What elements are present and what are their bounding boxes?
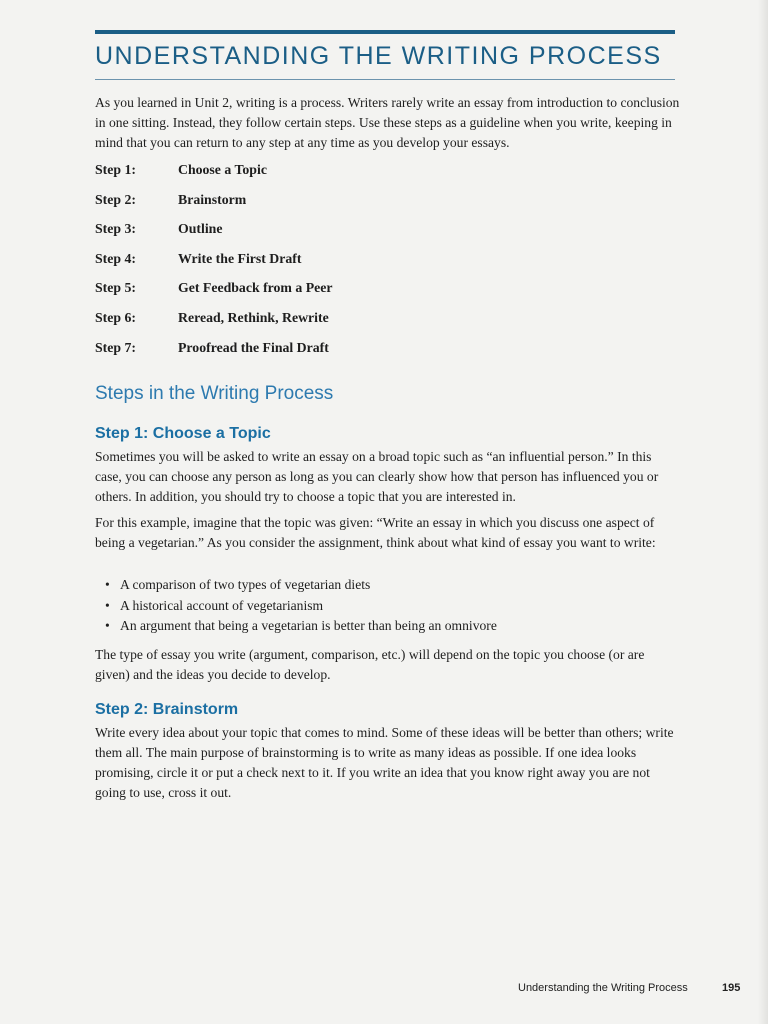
- step1-paragraph-2: For this example, imagine that the topic was given: “Write an essay in which you discuss one aspect of being a vegetarian.” As you consider the assignment, think about what kind of essay you want to write:: [95, 515, 656, 550]
- step-list-item: [95, 219, 655, 249]
- bullet-item: [105, 616, 665, 637]
- step-list-item: [95, 308, 655, 338]
- step-name: Proofread the Final Draft: [178, 339, 329, 355]
- bullet-dot-icon: •: [105, 577, 110, 592]
- section-heading: Steps in the Writing Process: [95, 383, 334, 404]
- bullet-dot-icon: •: [105, 618, 110, 633]
- step-name: Reread, Rethink, Rewrite: [178, 309, 329, 325]
- step-number: Step 6:: [95, 309, 137, 325]
- step1-paragraph-3: The type of essay you write (argument, comparison, etc.) will depend on the topic you choose (or are given) and the ideas you decide to develop.: [95, 647, 645, 682]
- step2-heading: Step 2: Brainstorm: [95, 701, 239, 718]
- bullet-item: [105, 575, 665, 596]
- top-rule: [95, 30, 675, 34]
- intro-paragraph: As you learned in Unit 2, writing is a process. Writers rarely write an essay from introduction to conclusion in one sitting. Instead, they follow certain steps. Use these steps as a guideline when you write, keeping in mind that you can return to any step at any time as you develop your essays.: [95, 95, 680, 150]
- page-edge-shadow: [758, 0, 768, 1024]
- step-list-item: [95, 278, 655, 308]
- page-title: UNDERSTANDING THE WRITING PROCESS: [95, 42, 662, 70]
- step-number: Step 5:: [95, 280, 137, 296]
- step1-heading: Step 1: Choose a Topic: [95, 425, 271, 442]
- step-list-item: [95, 249, 655, 279]
- essay-type-bullets: [105, 575, 665, 637]
- steps-list: [95, 160, 655, 367]
- step-number: Step 4:: [95, 250, 137, 266]
- page-number: 195: [722, 982, 741, 994]
- title-rule: [95, 79, 675, 80]
- step-number: Step 3:: [95, 221, 137, 237]
- step-list-item: [95, 338, 655, 368]
- step2-paragraph-1: Write every idea about your topic that comes to mind. Some of these ideas will be better than others; write them all. The main purpose of brainstorming is to write as many ideas as possible. If one idea looks promising, circle it or put a check next to it. If you write an idea that you know right away you are not going to use, cross it out.: [95, 725, 674, 800]
- step-number: Step 1:: [95, 162, 137, 177]
- bullet-text: An argument that being a vegetarian is better than being an omnivore: [120, 618, 497, 633]
- footer-running-title: Understanding the Writing Process: [518, 982, 688, 994]
- bullet-text: A comparison of two types of vegetarian diets: [120, 577, 371, 592]
- step1-paragraph-1: Sometimes you will be asked to write an essay on a broad topic such as “an influential person.” In this case, you can choose any person as long as you can clearly show how that person has influenced you or others. In addition, you should try to choose a topic that you are interested in.: [95, 449, 659, 504]
- step-number: Step 7:: [95, 339, 137, 355]
- step-name: Get Feedback from a Peer: [178, 280, 333, 296]
- step-name: Choose a Topic: [178, 162, 267, 177]
- bullet-dot-icon: •: [105, 597, 110, 613]
- step-name: Write the First Draft: [178, 250, 302, 266]
- step-name: Brainstorm: [178, 191, 247, 207]
- bullet-text: A historical account of vegetarianism: [120, 597, 324, 613]
- bullet-item: [105, 596, 665, 617]
- step-list-item: [95, 190, 655, 220]
- step-name: Outline: [178, 221, 223, 237]
- step-list-item: [95, 160, 655, 190]
- step-number: Step 2:: [95, 191, 137, 207]
